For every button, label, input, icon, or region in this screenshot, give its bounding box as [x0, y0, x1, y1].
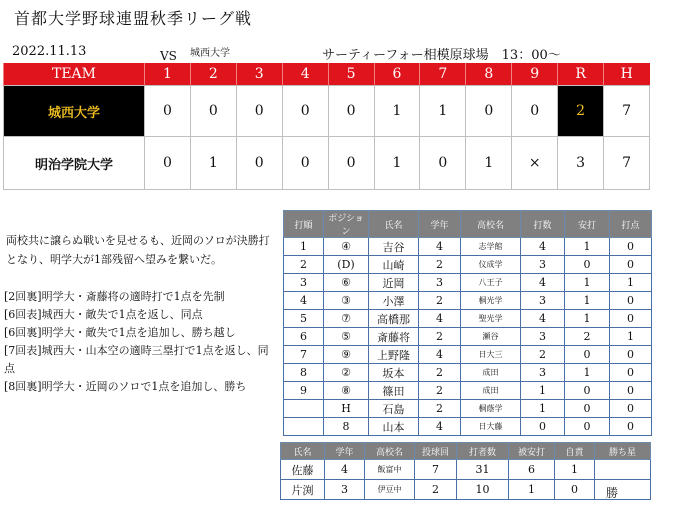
table-cell: 石島 [369, 400, 419, 418]
table-row [284, 292, 652, 310]
scoring-event: [8回裏]明学大・近岡のソロで1点を追加し、勝ち [4, 380, 247, 393]
table-cell: 2 [419, 382, 461, 400]
table-cell: 1 [565, 274, 610, 292]
inning-score: × [512, 137, 558, 190]
inning-score: 1 [190, 137, 236, 190]
table-cell: 上野隆 [369, 346, 419, 364]
total-runs: 2 [558, 86, 604, 137]
table-cell: 9 [284, 382, 324, 400]
inning-score: 0 [282, 137, 328, 190]
table-cell: 1 [610, 274, 652, 292]
col-rbi: 打点 [610, 211, 652, 238]
table-cell: 7 [284, 346, 324, 364]
table-cell: 0 [610, 382, 652, 400]
col-school: 高校名 [461, 211, 521, 238]
scoreboard-header [4, 63, 650, 86]
table-cell [284, 400, 324, 418]
table-row [284, 418, 652, 436]
inning-score: 0 [328, 137, 374, 190]
table-cell: 斎藤将 [369, 328, 419, 346]
inning-score: 0 [328, 86, 374, 137]
table-cell: 坂本 [369, 364, 419, 382]
table-cell: 成田 [461, 364, 521, 382]
table-cell: 1 [565, 310, 610, 328]
scoring-event: [6回表]城西大・敵失で1点を返し、同点 [4, 308, 203, 321]
table-cell: 1 [284, 238, 324, 256]
scoring-event: [2回裏]明学大・斎藤将の適時打で1点を先制 [4, 290, 225, 303]
table-cell: 伊豆中 [365, 480, 415, 500]
inning-score: 0 [420, 137, 466, 190]
venue-time: サーティーフォー相模原球場 13：00～ [322, 48, 561, 63]
table-cell: 桐蔭学 [461, 400, 521, 418]
inning-score: 0 [236, 86, 282, 137]
table-row [284, 310, 652, 328]
table-cell: 1 [521, 382, 565, 400]
table-cell: 日大三 [461, 346, 521, 364]
table-cell: 山崎 [369, 256, 419, 274]
table-cell: 3 [325, 480, 365, 500]
table-cell: 小澤 [369, 292, 419, 310]
table-cell: (D) [324, 256, 369, 274]
table-cell: 0 [610, 238, 652, 256]
table-row [284, 364, 652, 382]
table-cell: 2 [419, 364, 461, 382]
table-cell: 2 [419, 256, 461, 274]
col-inning-6: 6 [374, 63, 420, 86]
inning-score: 0 [145, 137, 191, 190]
table-cell: 成田 [461, 382, 521, 400]
col-innings: 投球回 [415, 443, 457, 460]
table-cell: 0 [565, 346, 610, 364]
table-cell: 1 [610, 328, 652, 346]
col-name: 氏名 [369, 211, 419, 238]
col-inning-5: 5 [328, 63, 374, 86]
inning-score: 0 [145, 86, 191, 137]
table-row [284, 382, 652, 400]
table-cell: 6 [284, 328, 324, 346]
table-cell: 1 [565, 238, 610, 256]
team-name: 城西大学 [4, 86, 145, 137]
table-cell: 0 [565, 382, 610, 400]
table-cell: 0 [521, 418, 565, 436]
table-cell: 4 [419, 310, 461, 328]
table-cell: 八王子 [461, 274, 521, 292]
total-hits: 7 [604, 137, 650, 190]
table-row [284, 256, 652, 274]
table-cell: 0 [565, 400, 610, 418]
inning-score: 1 [420, 86, 466, 137]
table-cell: 2 [419, 400, 461, 418]
table-cell: 3 [521, 364, 565, 382]
pitching-header [281, 443, 651, 460]
table-cell: 3 [521, 256, 565, 274]
table-cell: 1 [555, 460, 595, 480]
table-cell: ③ [324, 292, 369, 310]
opponent-name: 城西大学 [190, 48, 230, 59]
table-cell: 近岡 [369, 274, 419, 292]
vs-label: VS [160, 49, 177, 63]
table-cell: 佐藤 [281, 460, 325, 480]
table-cell: 5 [284, 310, 324, 328]
table-row [284, 238, 652, 256]
table-cell: 31 [457, 460, 509, 480]
table-cell: 0 [565, 418, 610, 436]
col-inning-1: 1 [145, 63, 191, 86]
table-cell: ④ [324, 238, 369, 256]
table-cell: 桐光学 [461, 292, 521, 310]
table-cell: ⑥ [324, 274, 369, 292]
table-cell [284, 418, 324, 436]
game-date: 2022.11.13 [12, 44, 87, 59]
col-hits-allowed: 被安打 [509, 443, 555, 460]
inning-score: 0 [466, 86, 512, 137]
table-cell: ⑤ [324, 328, 369, 346]
game-summary: 両校共に譲らぬ戦いを見せるも、近岡のソロが決勝打となり、明学大が1部残留へ望みを繋いだ。 [6, 234, 270, 266]
winning-pitcher-mark: 勝 [606, 486, 619, 500]
table-cell: 4 [521, 274, 565, 292]
table-cell: 高橋那 [369, 310, 419, 328]
batting-header [284, 211, 652, 238]
table-cell [595, 480, 651, 500]
table-row [284, 274, 652, 292]
col-name: 氏名 [281, 443, 325, 460]
table-cell: 0 [565, 256, 610, 274]
table-cell: 2 [565, 328, 610, 346]
table-cell: 0 [610, 256, 652, 274]
total-hits: 7 [604, 86, 650, 137]
table-cell: 2 [284, 256, 324, 274]
table-cell: 10 [457, 480, 509, 500]
table-cell: 2 [521, 346, 565, 364]
col-earned-runs: 自責 [555, 443, 595, 460]
col-at-bats: 打数 [521, 211, 565, 238]
table-cell: 聖光学 [461, 310, 521, 328]
inning-score: 0 [282, 86, 328, 137]
table-cell: 1 [565, 292, 610, 310]
table-row [284, 328, 652, 346]
col-inning-8: 8 [466, 63, 512, 86]
table-cell: 7 [415, 460, 457, 480]
table-cell: 瀬谷 [461, 328, 521, 346]
page-title: 首都大学野球連盟秋季リーグ戦 [14, 9, 253, 28]
scoring-event: [6回裏]明学大・敵失で1点を追加し、勝ち越し [4, 326, 236, 339]
col-inning-4: 4 [282, 63, 328, 86]
table-cell: 3 [284, 274, 324, 292]
table-cell: 日大藤 [461, 418, 521, 436]
table-cell: 2 [419, 292, 461, 310]
col-grade: 学年 [325, 443, 365, 460]
inning-score: 0 [512, 86, 558, 137]
table-cell: 仪成学 [461, 256, 521, 274]
table-cell: 4 [419, 238, 461, 256]
col-inning-2: 2 [190, 63, 236, 86]
col-inning-3: 3 [236, 63, 282, 86]
table-cell: 3 [521, 328, 565, 346]
col-school: 高校名 [365, 443, 415, 460]
table-cell: 飯富中 [365, 460, 415, 480]
table-cell: 0 [610, 292, 652, 310]
table-cell: ⑦ [324, 310, 369, 328]
batting-table [283, 210, 652, 436]
table-row [284, 346, 652, 364]
table-cell: 0 [610, 310, 652, 328]
col-position: ポジション [324, 211, 369, 238]
col-team: TEAM [4, 63, 145, 86]
col-hits: H [604, 63, 650, 86]
table-cell: 0 [610, 346, 652, 364]
table-cell: ⑧ [324, 382, 369, 400]
col-hits: 安打 [565, 211, 610, 238]
score-row-home [4, 137, 650, 190]
table-cell: 4 [419, 418, 461, 436]
table-cell: 0 [610, 400, 652, 418]
table-row [281, 460, 651, 480]
table-cell: 4 [284, 292, 324, 310]
scoring-event: [7回表]城西大・山本空の適時三塁打で1点を返し、同点 [4, 344, 269, 375]
team-name: 明治学院大学 [4, 137, 145, 190]
scoreboard [3, 63, 650, 190]
table-cell: 山本 [369, 418, 419, 436]
table-cell: 3 [521, 292, 565, 310]
table-cell: 4 [325, 460, 365, 480]
table-cell: H [324, 400, 369, 418]
table-cell: 片渕 [281, 480, 325, 500]
col-wins: 勝ち星 [595, 443, 651, 460]
col-inning-9: 9 [512, 63, 558, 86]
table-cell: 2 [415, 480, 457, 500]
inning-score: 0 [190, 86, 236, 137]
table-cell: ⑨ [324, 346, 369, 364]
score-row-visitor [4, 86, 650, 137]
inning-score: 1 [374, 86, 420, 137]
table-cell: 4 [521, 238, 565, 256]
table-cell: 1 [565, 364, 610, 382]
table-cell: 8 [324, 418, 369, 436]
table-cell [595, 460, 651, 480]
table-cell: 吉谷 [369, 238, 419, 256]
inning-score: 1 [466, 137, 512, 190]
col-order: 打順 [284, 211, 324, 238]
table-row [284, 400, 652, 418]
col-batters: 打者数 [457, 443, 509, 460]
table-cell: 8 [284, 364, 324, 382]
col-inning-7: 7 [420, 63, 466, 86]
table-cell: 4 [419, 346, 461, 364]
table-cell: 0 [555, 480, 595, 500]
scoring-events [4, 288, 276, 396]
total-runs: 3 [558, 137, 604, 190]
inning-score: 0 [236, 137, 282, 190]
table-cell: 4 [521, 310, 565, 328]
table-cell: 1 [521, 400, 565, 418]
table-cell: 篠田 [369, 382, 419, 400]
table-row [281, 480, 651, 500]
table-cell: 6 [509, 460, 555, 480]
col-runs: R [558, 63, 604, 86]
inning-score: 1 [374, 137, 420, 190]
table-cell: 3 [419, 274, 461, 292]
table-cell: 2 [419, 328, 461, 346]
table-cell: 1 [509, 480, 555, 500]
table-cell: ② [324, 364, 369, 382]
table-cell: 0 [610, 418, 652, 436]
col-grade: 学年 [419, 211, 461, 238]
table-cell: 0 [610, 364, 652, 382]
table-cell: 志学館 [461, 238, 521, 256]
pitching-table [280, 442, 651, 500]
